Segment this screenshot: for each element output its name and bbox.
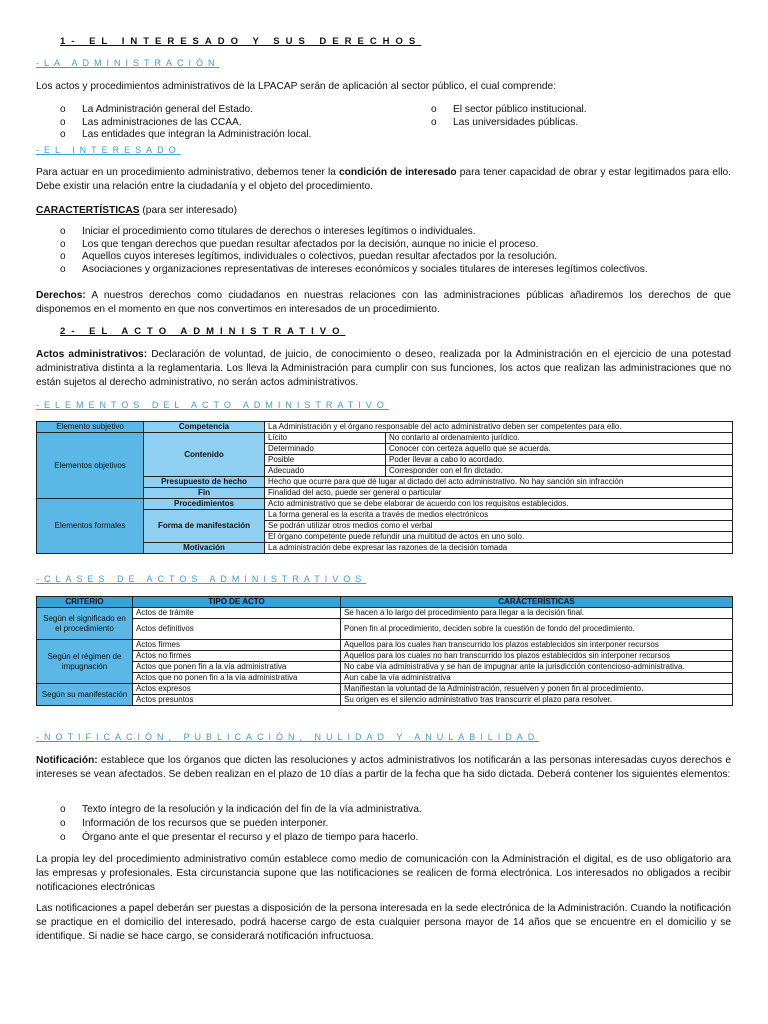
column-header: CARÁCTERÍSTICAS xyxy=(341,597,733,608)
clases-heading: -CLASES DE ACTOS ADMINISTRATIVOS xyxy=(36,574,367,584)
table-cell: Se podrán utilizar otros medios como el verbal xyxy=(265,521,733,532)
table-cell: Se hacen a lo largo del procedimiento para llegar a la decisión final. xyxy=(341,608,733,619)
table-cell: Actos definitivos xyxy=(133,619,341,640)
list-item: o Las administraciones de las CCAA. xyxy=(60,117,400,130)
cell-criterio: Según el significado en el procedimiento xyxy=(37,608,133,640)
table-cell: El órgano competente puede refundir una multitud de actos en uno solo. xyxy=(265,532,733,543)
table-row xyxy=(37,640,733,651)
table-row xyxy=(37,499,733,510)
cell-competencia-desc: La Administración y el órgano responsable del acto administrativo deben ser competentes para ello. xyxy=(265,422,733,433)
admin-intro: Los actos y procedimientos administrativos de la LPACAP serán de aplicación al sector público, el cual comprende: xyxy=(36,81,557,92)
table-cell: Aquellos para los cuales han transcurrido los plazos establecidos sin interponer recursos xyxy=(341,640,733,651)
table-cell: Su origen es el silencio administrativo tras transcurrir el plazo para resolver. xyxy=(341,695,733,706)
interesado-paragraph: Para actuar en un procedimiento administrativo, debemos tener la condición de interesado para tener capacidad de obrar y estar legitimados para ello. Debe existir una relación entre la ciudadanía y el objeto del procedimiento. xyxy=(36,167,731,192)
table-row xyxy=(37,684,733,695)
table-row xyxy=(37,433,733,444)
table-cell: Aquellos para los cuales no han transcurrido los plazos establecidos sin interponer recursos xyxy=(341,651,733,662)
cell-criterio: Según el régimen de impugnación xyxy=(37,640,133,684)
table-header-row xyxy=(37,597,733,608)
digital-paragraph: La propia ley del procedimiento administrativo común establece como medio de comunicación con la Administración el digital, es de uso obligatorio ara las empresas y profesionales. Esta circunstancia supone que las notificaciones se realicen de forma electrónica. Los interesados no obligados a recibir notificaciones electrónicas xyxy=(36,854,731,893)
list-item: o El sector público institucional. xyxy=(431,104,731,117)
section-1-heading: 1- EL INTERESADO Y SUS DERECHOS xyxy=(60,36,422,47)
section-2-heading: 2- EL ACTO ADMINISTRATIVO xyxy=(60,326,346,337)
elementos-heading: -ELEMENTOS DEL ACTO ADMINISTRATIVO xyxy=(36,400,389,410)
cell-forma-manifestacion: Forma de manifestación xyxy=(144,510,265,543)
cell-presupuesto: Presupuesto de hecho xyxy=(144,477,265,488)
actos-paragraph: Actos administrativos: Declaración de voluntad, de juicio, de conocimiento o deseo, realizada por la Administración en el ejercicio de una potestad administrativa distinta a la reglamentaria. Los lleva la Administración para cumplir con sus funciones, los actos que realizan las administraciones que no están sujetos al derecho administrativo, no serán actos administrativos. xyxy=(36,349,731,388)
table-cell: La administración debe expresar las razones de la decisión tomada xyxy=(265,543,733,554)
caracteristicas-list xyxy=(60,226,732,276)
table-row xyxy=(37,695,733,706)
cell-motivacion: Motivación xyxy=(144,543,265,554)
interesado-heading: -EL INTERESADO xyxy=(36,145,181,155)
table-cell: Lícito xyxy=(265,433,386,444)
list-item: o Los que tengan derechos que puedan resultar afectados por la decisión, aunque no inicie el proceso. xyxy=(60,239,732,252)
list-item: o Órgano ante el que presentar el recurso y el plazo de tiempo para hacerlo. xyxy=(60,831,732,845)
administracion-heading: -LA ADMINISTRACIÓN xyxy=(36,58,220,68)
table-cell: Actos presuntos xyxy=(133,695,341,706)
table-cell: Actos de trámite xyxy=(133,608,341,619)
list-item: o Las universidades públicas. xyxy=(431,117,731,130)
table-cell: Manifiestan la voluntad de la Administración, resuelven y ponen fin al procedimiento. xyxy=(341,684,733,695)
list-item: o Iniciar el procedimiento como titulares de derechos o intereses legítimos o individuales. xyxy=(60,226,732,239)
list-item: o Las entidades que integran la Administración local. xyxy=(60,129,400,142)
list-item: o Texto íntegro de la resolución y la indicación del fin de la vía administrativa. xyxy=(60,803,732,817)
cell-elemento-subjetivo: Elemento subjetivo xyxy=(37,422,144,433)
caracteristicas-title: CARACTERTÍSTICAS (para ser interesado) xyxy=(36,205,237,216)
admin-list-left xyxy=(60,104,400,142)
cell-fin: Fin xyxy=(144,488,265,499)
table-cell: Actos no firmes xyxy=(133,651,341,662)
column-header: TIPO DE ACTO xyxy=(133,597,341,608)
table-row xyxy=(37,651,733,662)
table-cell: Acto administrativo que se debe elaborar de acuerdo con los requisitos establecidos. xyxy=(265,499,733,510)
table-row xyxy=(37,673,733,684)
derechos-paragraph: Derechos: A nuestros derechos como ciudadanos en nuestras relaciones con las administraciones públicas añadiremos los derechos de que disponemos en el momento en que nos convertimos en interesados de un procedimiento. xyxy=(36,290,731,315)
clases-table xyxy=(36,596,733,706)
admin-list-right xyxy=(431,104,731,129)
list-item: o Asociaciones y organizaciones representativas de intereses económicos y sociales titulares de intereses legítimos colectivos. xyxy=(60,264,732,277)
list-item: o La Administración general del Estado. xyxy=(60,104,400,117)
table-cell: Aun cabe la vía administrativa xyxy=(341,673,733,684)
cell-contenido: Contenido xyxy=(144,433,265,477)
table-cell: Determinado xyxy=(265,444,386,455)
notificacion-paragraph: Notificación: establece que los órganos que dicten las resoluciones y actos administrativos los notificarán a las personas interesadas cuyos derechos e intereses se vean afectados. Se deben realizan en el plazo de 10 días a partir de la fecha que ha sido dictada. Deberá contener los siguientes elementos: xyxy=(36,755,731,780)
list-item: o Aquellos cuyos intereses legítimos, individuales o colectivos, puedan resultar afectados por la resolución. xyxy=(60,251,732,264)
table-cell: No cabe vía administrativa y se han de impugnar ante la jurisdicción contencioso-administrativa. xyxy=(341,662,733,673)
table-cell: Adecuado xyxy=(265,466,386,477)
notificacion-list xyxy=(60,803,732,845)
table-cell: Ponen fin al procedimiento, deciden sobre la cuestión de fondo del procedimiento. xyxy=(341,619,733,640)
table-cell: Corresponder con el fin dictado. xyxy=(386,466,733,477)
table-cell: Actos expresos xyxy=(133,684,341,695)
cell-competencia: Competencia xyxy=(144,422,265,433)
cell-procedimientos: Procedimientos xyxy=(144,499,265,510)
table-row xyxy=(37,662,733,673)
table-row xyxy=(37,619,733,640)
list-item: o Información de los recursos que se pueden interponer. xyxy=(60,817,732,831)
table-cell: Actos firmes xyxy=(133,640,341,651)
papel-paragraph: Las notificaciones a papel deberán ser puestas a disposición de la persona interesada en la sede electrónica de la Administración. Cuando la notificación se practique en el domicilio del interesado, podrá hacerse cargo de esta cualquier persona mayor de 14 años que se encuentre en el domicilio y se identifique. Si nadie se hace cargo, se considerará notificación infructuosa. xyxy=(36,903,731,942)
cell-criterio: Según su manifestación xyxy=(37,684,133,706)
table-cell: Conocer con certeza aquello que se acuerda. xyxy=(386,444,733,455)
table-cell: Poder llevar a cabo lo acordado. xyxy=(386,455,733,466)
table-cell: La forma general es la escrita a través de medios electrónicos xyxy=(265,510,733,521)
table-cell: Hecho que ocurre para que dé lugar al dictado del acto administrativo. No hay sanción sin infracción xyxy=(265,477,733,488)
table-cell: Posible xyxy=(265,455,386,466)
elementos-table xyxy=(36,421,733,554)
table-cell: Actos que no ponen fin a la vía administrativa xyxy=(133,673,341,684)
cell-elementos-objetivos: Elementos objetivos xyxy=(37,433,144,499)
table-cell: No contario al ordenamiento jurídico. xyxy=(386,433,733,444)
table-cell: Finalidad del acto, puede ser general o particular xyxy=(265,488,733,499)
table-row xyxy=(37,608,733,619)
table-cell: Actos que ponen fin a la vía administrativa xyxy=(133,662,341,673)
notificacion-heading: -NOTIFICACIÓN, PUBLICACIÓN, NULIDAD Y ANULABILIDAD xyxy=(36,732,540,742)
table-row xyxy=(37,422,733,433)
cell-elementos-formales: Elementos formales xyxy=(37,499,144,554)
column-header: CRITERIO xyxy=(37,597,133,608)
